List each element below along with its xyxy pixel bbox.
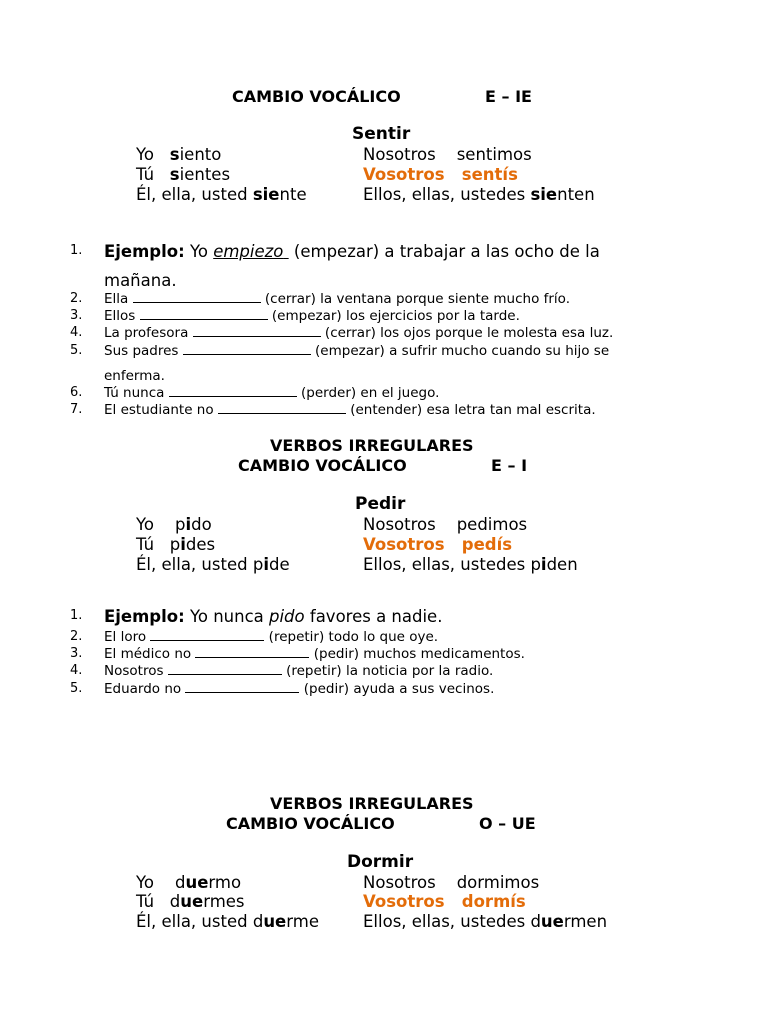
item-number: 5. [70,681,83,696]
answer-blank[interactable] [183,342,311,355]
exercise-item: Ella (cerrar) la ventana porque siente mucho frío. [104,291,570,307]
exercise-item: Ellos (empezar) los ejercicios por la tarde. [104,308,520,324]
conj-yo: Yo duermo [136,873,242,892]
section3-heading-top: VERBOS IRREGULARES [270,794,474,813]
exercise-item: El loro (repetir) todo lo que oye. [104,629,439,645]
item-number: 1. [70,243,83,258]
conj-ellos: Ellos, ellas, ustedes sienten [363,185,595,204]
answer-blank[interactable] [185,680,299,693]
answer-blank[interactable] [133,290,261,303]
conj-tu: Tú pides [136,535,216,554]
conj-tu: Tú sientes [136,165,231,184]
conj-el: Él, ella, usted siente [136,185,307,204]
conj-vosotros: Vosotros sentís [363,165,518,184]
item-number: 2. [70,629,83,644]
conj-ellos: Ellos, ellas, ustedes piden [363,555,578,574]
conj-tu: Tú duermes [136,892,245,911]
conj-nosotros: Nosotros dormimos [363,873,540,892]
section2-verb-title: Pedir [355,494,406,514]
exercise-item: Eduardo no (pedir) ayuda a sus vecinos. [104,681,495,697]
item-number: 3. [70,646,83,661]
answer-blank[interactable] [218,401,346,414]
item-number: 7. [70,402,83,417]
section2-heading-left: CAMBIO VOCÁLICO [238,456,407,475]
conj-vosotros: Vosotros pedís [363,535,513,554]
item-number: 3. [70,308,83,323]
conj-yo: Yo pido [136,515,212,534]
conj-el: Él, ella, usted pide [136,555,290,574]
item-number: 6. [70,385,83,400]
example-line-cont: mañana. [104,271,177,290]
conj-yo: Yo siento [136,145,222,164]
conj-nosotros: Nosotros pedimos [363,515,528,534]
answer-blank[interactable] [168,662,282,675]
item-number: 2. [70,291,83,306]
conj-el: Él, ella, usted duerme [136,912,319,931]
section2-heading-top: VERBOS IRREGULARES [270,436,474,455]
item-number: 1. [70,608,83,623]
answer-blank[interactable] [150,628,264,641]
example-line: Ejemplo: Yo nunca pido favores a nadie. [104,607,443,626]
conj-vosotros: Vosotros dormís [363,892,526,911]
section3-verb-title: Dormir [347,852,414,872]
section3-heading-right: O – UE [479,814,536,833]
example-line: Ejemplo: Yo empiezo (empezar) a trabajar a las ocho de la [104,242,600,261]
answer-blank[interactable] [169,384,297,397]
answer-blank[interactable] [140,307,268,320]
exercise-item: El médico no (pedir) muchos medicamentos. [104,646,525,662]
answer-blank[interactable] [195,645,309,658]
exercise-item: Nosotros (repetir) la noticia por la radio. [104,663,494,679]
item-number: 5. [70,343,83,358]
exercise-item-cont: enferma. [104,368,165,384]
exercise-item: Tú nunca (perder) en el juego. [104,385,440,401]
section1-heading-left: CAMBIO VOCÁLICO [232,87,401,106]
exercise-item: Sus padres (empezar) a sufrir mucho cuando su hijo se [104,343,610,359]
answer-blank[interactable] [193,324,321,337]
conj-ellos: Ellos, ellas, ustedes duermen [363,912,608,931]
exercise-item: El estudiante no (entender) esa letra tan mal escrita. [104,402,596,418]
section3-heading-left: CAMBIO VOCÁLICO [226,814,395,833]
section1-verb-title: Sentir [352,124,411,144]
conj-nosotros: Nosotros sentimos [363,145,532,164]
section1-heading-right: E – IE [485,87,532,106]
item-number: 4. [70,663,83,678]
section2-heading-right: E – I [491,456,528,475]
item-number: 4. [70,325,83,340]
exercise-item: La profesora (cerrar) los ojos porque le molesta esa luz. [104,325,614,341]
